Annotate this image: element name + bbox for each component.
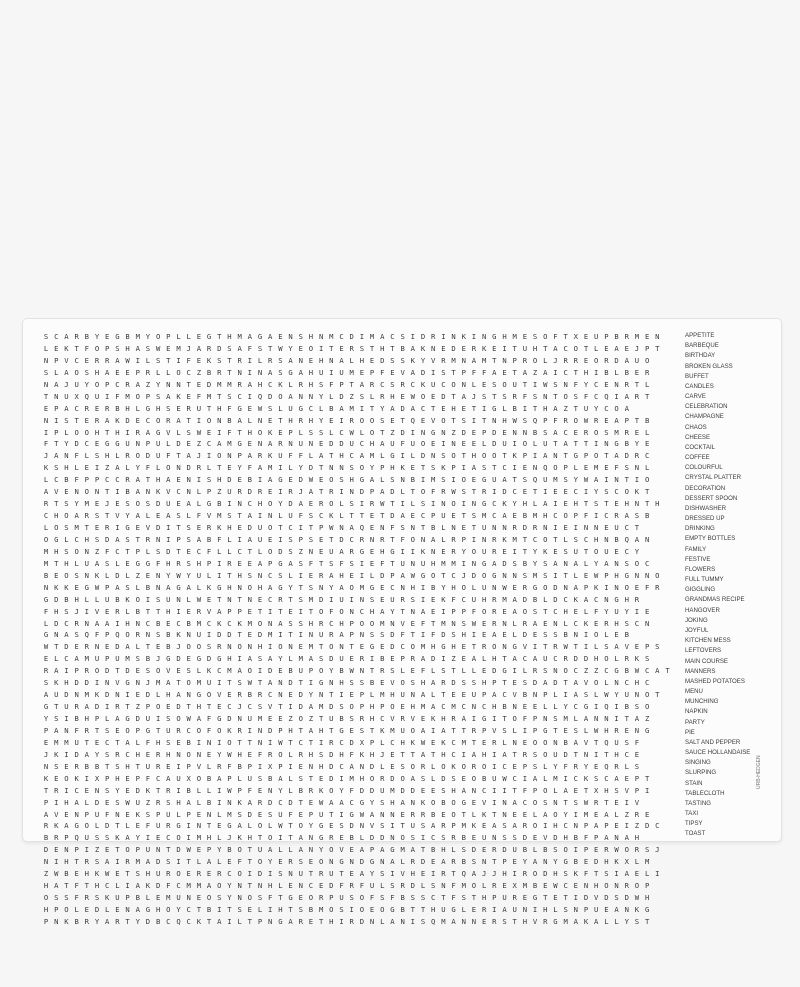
- word-list-item: CRYSTAL PLATTER: [685, 474, 741, 482]
- grid-row: F T Y D C E G G U N P U L D E Z C A M G E N A R N U N E D D U C H A U F U O E I N E E L D U I O L U T A T T I N G B Y E: [43, 439, 650, 449]
- word-list-item: GRANDMAS RECIPE: [685, 596, 745, 604]
- grid-row: M T H L U A S L E G G F H R S H P I R E E A P G A S F T S F S I E F T U N U H M M I N G A D S B Y S A N A L Y A N S O C: [43, 558, 650, 568]
- word-list-item: MASHED POTATOES: [685, 677, 745, 685]
- grid-row: H P O L E D L E N A G H O Y C T B I T S E L I H T S B M O S I O E O G B T T H U G L E R I A U N I H L S N P U E A N K G: [43, 905, 650, 914]
- grid-row: S C A R B Y E G B M Y O P L L E G T H M A G A E N S H N M C D I M A C S I D R I N K I N G H M E S O F T X E U P B R M E N: [43, 332, 660, 341]
- grid-row: E P A C R E R B H L G H S E R U T H F G E W S L U G C L B A M I T Y A D A C T E H E T I G L B I T H A Z T U Y C O A: [43, 403, 629, 413]
- grid-row: J K I D A Y S R C H E R H N O N E Y W H E F R O L R H S D H F K H J E T T A T H C I A H I A T R S O U D T N I T H C E: [43, 749, 640, 759]
- word-list-item: PIE: [685, 728, 695, 736]
- grid-row: P N K B R Y A R T Y D B C Q C K T A I L T P N G A R E T H I R D N L A N I S Q M A N N E R S T H V R G M A K A L L Y S T: [43, 916, 650, 926]
- grid-row: R K A G O L D T L E F U R G I N T E G A L O L W T O Y G E S D N V S I T U S A R P M K E A S A R O I H C N P A P E I Z D C: [43, 821, 660, 831]
- grid-row: F H S J I V E R L B T T H I E R V A P P E T I T E I T O F O N C H A Y T N A E I P P F O R E A O S T C H E L F Y U Y I E: [43, 606, 650, 616]
- grid-row: M H S O N Z F C T P L S D T E C F L L C T L O D S Z N E U A R G E H G I I K N E R Y O U R E I T Y K E S U T O U E C Y: [43, 546, 640, 556]
- word-list-item: APPETITE: [685, 332, 715, 339]
- word-list-item: NAPKIN: [685, 708, 708, 716]
- word-list-item: DESSERT SPOON: [685, 494, 738, 502]
- brand-label: URB-HEDGEN: [756, 755, 762, 789]
- word-list-item: DISHWASHER: [685, 504, 727, 512]
- word-list-item: FLOWERS: [685, 565, 716, 573]
- word-list-item: FULL TUMMY: [685, 576, 724, 584]
- word-list-item: STAIN: [685, 779, 703, 787]
- grid-row: G D B H L L U B K O I S U N L W E T N T N E C R T S M D I U I N S E U R S I E K F C U H R M A D B L D C K A C N G H R: [43, 594, 640, 604]
- grid-row: B R P Q U S S K A Y I E C O I M H L J K H T O I T A N G R E B L D D N O S I C S R B E U N S S D E V D H B F P A N A H: [43, 833, 640, 843]
- grid-row: L D C R N A A I H N C B E C B M C K C K M O N A S S H R C H P O O M N V E F T M N S W E R N L R A E N L C K E R H S C N: [43, 618, 650, 628]
- word-search-placemat: [22, 318, 782, 926]
- word-list-item: BROKEN GLASS: [685, 362, 733, 370]
- grid-row: G N A S Q F P Q O R N S B K N U I D D T E D M I T I N U R A P N S S D F T I F D S H I E A E L D E S S B N I O L E B: [43, 630, 629, 640]
- word-list-item: SINGING: [685, 759, 711, 767]
- grid-row: C H O A R S T V Y A L E A S L F V M S T A I N L U F S C K L T T E T D A E C P U E T S M C A E B M H C O P F I C R A S B: [43, 511, 650, 521]
- word-list-item: CHEESE: [685, 433, 711, 441]
- grid-row: L E K T F O P S H A S W E M J A R D S A F S T W Y E O I T E R S T H T B A K N E D E R K E I T U H T A C O T L E A E J P T: [43, 343, 660, 353]
- grid-row: L O S M T E R I G E V D I T S E R K H E D U O T C I T P W N A Q E N F S N T B L N E T U N N R D R N I E I N N E U C T: [43, 523, 640, 532]
- word-list-item: DRINKING: [685, 525, 715, 533]
- word-list-item: FAMILY: [685, 545, 707, 553]
- word-list-item: EMPTY BOTTLES: [685, 535, 736, 543]
- word-list-item: FESTIVE: [685, 555, 711, 563]
- grid-row: G T U R A D I R T Z P O E D T H T E C J C S V T I D A M D S O P H P O E H M A C M C N C H B N E E L L Y C G I Q I B S O: [43, 702, 650, 712]
- grid-row: N I H T R S A I R M A D S I T L A L E F T O Y E R S E O N G N D G N A L R D E A R B S N T P E Y A N Y G B E D H K X L M: [43, 857, 650, 867]
- grid-row: O G L C H S D A S T R N I P S A B F L I A U E I S P S E T D C R N R T F O N A L R P I N R K M T C O T L S C H N B Q A N: [43, 534, 650, 544]
- word-list-item: GIGGLING: [685, 586, 716, 594]
- word-list-item: COFFEE: [685, 454, 710, 462]
- word-list-item: CARVE: [685, 393, 706, 401]
- grid-row: Z W B E H K W E T S H U R O E R E R C O I D I S N U T R U T E A Y S I V H E I R T Q A J J H I R O D H S K F T S I A E L I: [43, 869, 660, 879]
- grid-row: K S H L E I Z A L Y F L O N D R L T E Y F A M I L Y D T N N S O Y P H K E T S K P I A S T C I E N Q O P L E M E F S N L: [43, 463, 650, 473]
- word-list-item: MANNERS: [685, 667, 716, 675]
- grid-row: N P V C E R R A W I L S T I F E K S T R I L R S A N E H N A L H E D S S K Y V R M N A M T N P R O L J R R E O R D A U O: [43, 355, 650, 365]
- word-list-item: CHAOS: [685, 423, 707, 431]
- word-list-item: SLURPING: [685, 769, 717, 777]
- grid-row: J A N F L S H L R O D U F T A J I O N P A R K U F F L A T H C A M L G I L D N S O T H O O T K P I A N T G P O T A D R C: [43, 451, 650, 461]
- word-list-item: CELEBRATION: [685, 403, 728, 411]
- word-list-item: BUFFET: [685, 372, 709, 380]
- grid-row: W T D E R N E D A L T E B J O O S R N O N H I O N E M T O N T E G E D C O M H G H E T R O N G V I T R W T I L S A V E P S: [43, 642, 660, 652]
- word-list-item: BARBEQUE: [685, 342, 719, 350]
- grid-row: T N U X Q U I F M O P S A K E F M T S C I Q D O A N N Y L D Z S L R H E W O E D T A J S T S R F S N T O S F C Q I A R T: [43, 391, 650, 401]
- grid-row: P A N F R T S E O P G T U R C O F O K R I N D P H T A H T G E S T K M U O A I A T T R P V S L I P G T E S L W H R E N G: [43, 725, 650, 735]
- grid-row: A V E N O N T I B A N K V C N L P Z U R D R E I R J A T R I N D P A D L T O F R W S T R I D C E T I E E C I Y S C O K T: [43, 487, 650, 497]
- word-list-item: TOAST: [685, 830, 706, 838]
- grid-row: E M M U T E C T A L F H S E B I N I O T T N I W T C T I R C D X P L C H K W E K C M T E R L N E O O N B A V T Q U S F: [43, 737, 640, 747]
- grid-row: L C B F P P C C R A T H A E N I S H D E B I A G E D W E O S H G A L S N B I M S I O E G U A T S Q U M S Y W A I N T I O: [43, 475, 650, 485]
- word-list-item: PARTY: [685, 718, 705, 726]
- grid-row: I P L O O H T H I R A G V L S W E I F T H O K E P L S S L C W L O T Z D I N G N Z D E P D E N N B S A C E R O S M R E L: [43, 427, 650, 437]
- grid-row: B E O S N K L D L Z E N Y W Y U L I T H S N C S L I E R A H E I L D P A W G O T C J D O G N N S M S I T L E W P H G N N O: [43, 570, 660, 580]
- grid-row: A V E N P U F N E K S P U L P E N L M S D E S U F E P U T I G W A N N E R R B E O T L K T N E E L A O Y I M E A L Z R E: [43, 809, 650, 819]
- grid-row: A U D N M K D N I E D L H A N G O V E R B R C N E D Y N T I E P L M H U N A L T E E U P A C V B N P L I A S L W Y U N O T: [43, 690, 660, 700]
- grid-row: Y S I B H P L A G D U I S O W A F G D N U M E E Z O Z T U B S R H C V R V E K H R A I G I T O F P N S M L A N N I T A Z: [43, 714, 650, 723]
- word-list-item: BIRTHDAY: [685, 352, 716, 360]
- grid-row: R A I P R O D T D E S O V E S L K C M A O I D E B U P O Y B W N T R S L E F L S T L L E D G I L R S N O C Z Z C G B W C A T: [43, 666, 670, 676]
- word-list-item: TAXI: [685, 810, 699, 818]
- word-list-item: TASTING: [685, 799, 711, 807]
- word-list-item: TABLECLOTH: [685, 789, 725, 797]
- grid-row: K E O K I X P H E P F C A U X O B A P L U S B A L S T E D I M H O R D O A S L D S E O B U W C I A L M I C K S C A E P T: [43, 773, 650, 783]
- grid-row: N A J U Y O P C R A Z Y N N T E D M M R A H C K L R H S F P T A R C S R C K U C O N L E S O U T I W S N F Y C E N R T L: [43, 379, 650, 389]
- word-list-item: DRESSED UP: [685, 515, 725, 523]
- word-list-item: LEFTOVERS: [685, 647, 722, 655]
- letter-grid: [41, 331, 670, 928]
- word-list-item: HANGOVER: [685, 606, 720, 614]
- grid-row: H A T F T H C L I A K D F C M M A O Y N T N H L E N C E D F R F U L S R D L S N F M O L R E X M B E W C E N H O N R O P: [43, 881, 650, 891]
- word-list-item: SALT AND PEPPER: [685, 738, 741, 746]
- grid-row: D E N P I Z E T O P U N T D W E P Y B O T U A L L A N Y O V E A P A G M A T B H L S D E R D U B L B S O I P E R W O R S J: [43, 845, 660, 855]
- word-list-item: TIPSY: [685, 820, 703, 828]
- word-list-item: CANDLES: [685, 382, 714, 390]
- word-list-item: SAUCE HOLLANDAISE: [685, 749, 751, 757]
- grid-row: R T S Y M E J E S O S D U E A L G B I N C H O Y D A E R O L S I R W T I L S I N O I N G C K Y H L A I E H T S T E H N T H: [43, 499, 660, 509]
- word-list-item: JOYFUL: [685, 626, 709, 634]
- grid-row: P I H A L D E S W U Z R S H A L B I N K A R D C D T E W A A C G Y S H A N K O B O G E V I N A C O S N T S W R T E I V: [43, 797, 640, 807]
- word-list-item: KITCHEN MESS: [685, 637, 731, 645]
- grid-row: S L A O S H A E E P R L L O C Z B R T N I N A S G A H U I U M E P F E V A D I S T P F F A E T A Z A I C T H I B L B E R: [43, 367, 650, 377]
- word-list-item: COLOURFUL: [685, 464, 723, 472]
- word-list-item: MAIN COURSE: [685, 657, 728, 665]
- word-list-item: MENU: [685, 688, 703, 696]
- grid-row: N S E R B B T S H T U R E I P V L R F B P I X P I E N H D C A N D L E S O R L O K O R O I C E P S L Y F R Y E Q R L S: [43, 761, 640, 771]
- grid-row: S K H D D I N V G N J M A T O M U I T S W T A N D T I G N H S S B E V O S H A R D S S H P T E S D A D T A V O L N C H C: [43, 678, 650, 688]
- word-list-item: MUNCHING: [685, 698, 719, 706]
- grid-row: E L C A M U P U M S B J G D E G D G H I A S A Y L M A S D U E R I B E P R A D I Z E A L H T A C A U C R D D H O L R K S: [43, 654, 650, 664]
- grid-row: N K K E G W P A S L B N A G A L K G H N O H A G Y T S N Y A O M G E C N H I B Y H O L U N W E R G O D N A P K I N O E F R: [43, 582, 660, 592]
- grid-row: O S S F R S K U P B L E M U N E O S Y N O S F T G E O R P U S O F S F B S S C T F S T H P U R E G T E T I D V D S D W H: [43, 893, 650, 903]
- grid-row: N I S T E R A K D E C O R A T I O N B A L N E T H R H Y E I R O O S E T Q E V O T S I T N H W S Q P F R O W R E A P T B: [43, 415, 650, 425]
- word-list-item: COCKTAIL: [685, 443, 716, 451]
- word-list-item: DECORATION: [685, 484, 726, 492]
- word-list-item: CHAMPAGNE: [685, 413, 724, 421]
- word-list-item: JOKING: [685, 616, 708, 624]
- grid-row: T R I C E N S Y E D K T R I B L L I W P F E N Y L B R K O Y F D D U M D D E E S H A N C I I T F P O L A E T X H S V P I: [43, 785, 650, 795]
